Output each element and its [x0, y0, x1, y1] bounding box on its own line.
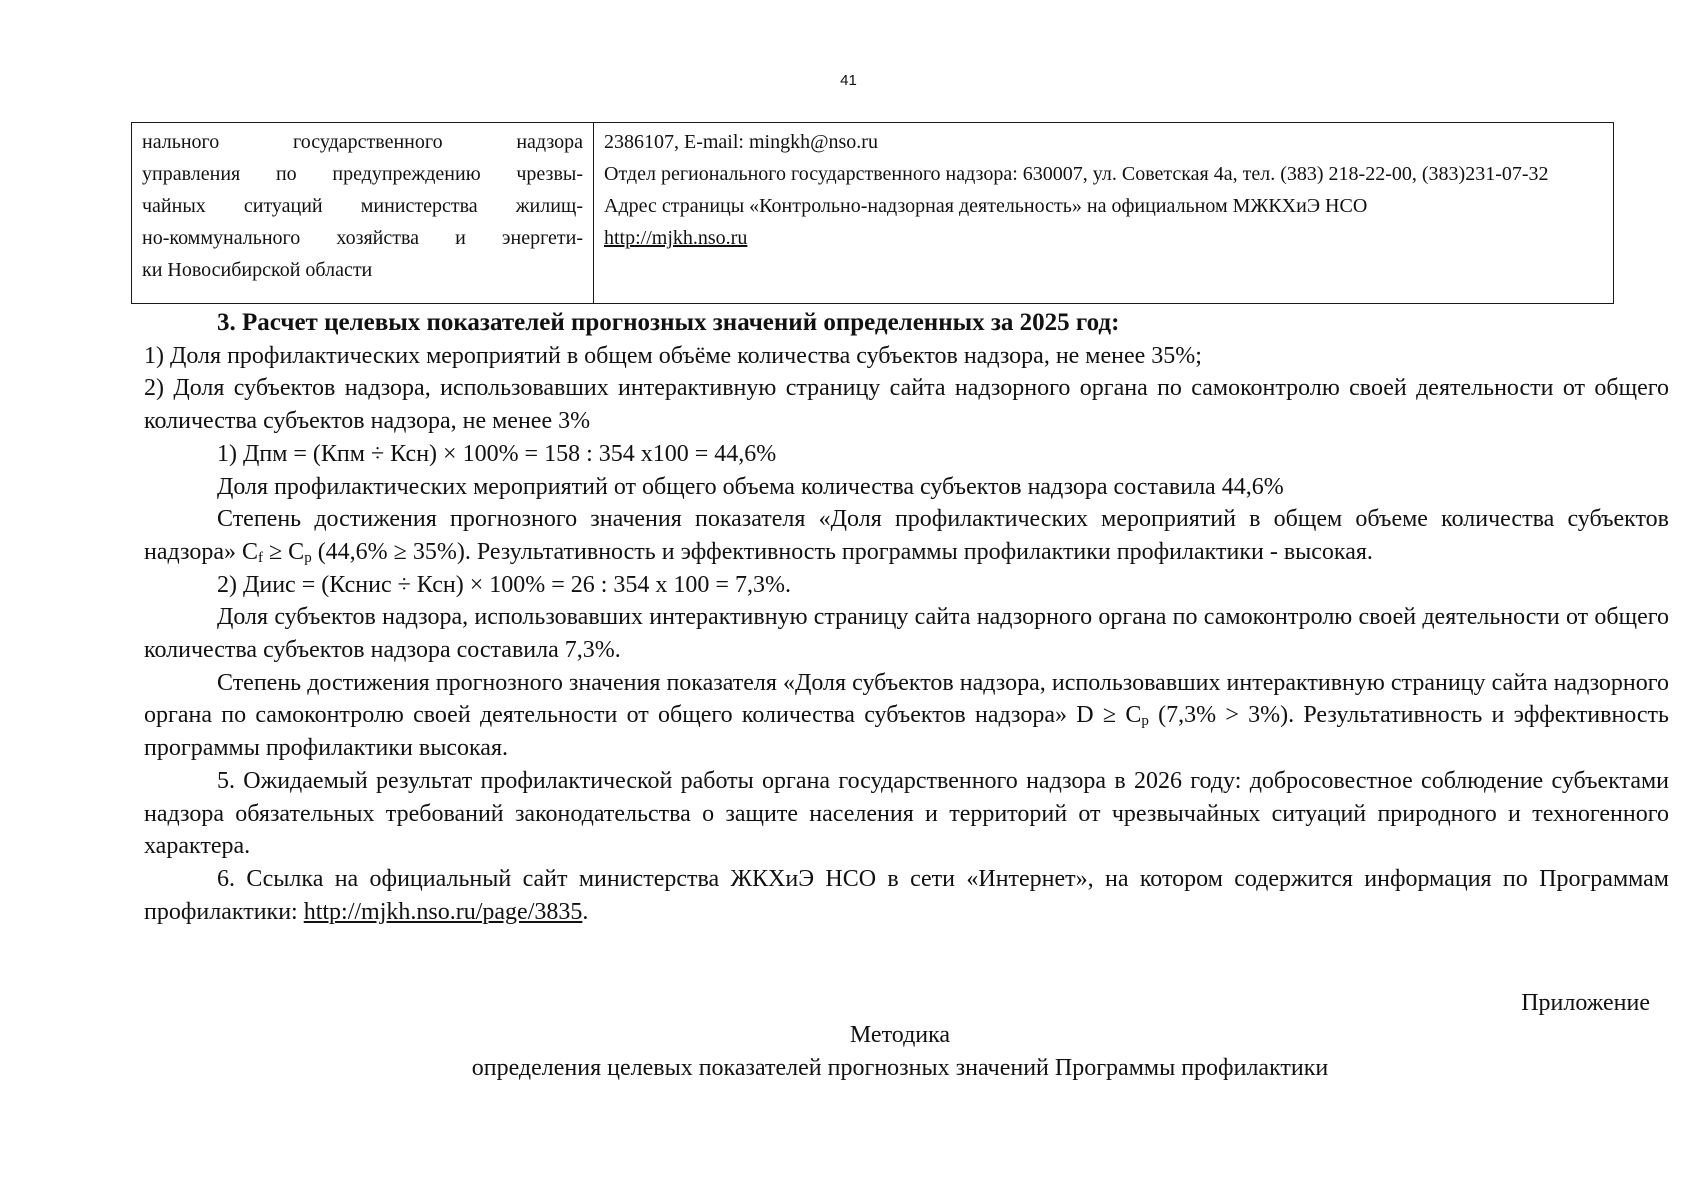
authority-name-line: но-коммунального хозяйства и энергети-: [142, 227, 583, 249]
methodology-title: Методика: [849, 1022, 951, 1048]
degree-1-conclusion: (44,6% ≥ 35%). Результативность и эффективность программы профилактики профилактики - высокая.: [311, 538, 1373, 565]
authority-name-line: чайных ситуаций министерства жилищ-: [142, 195, 583, 217]
formula-1: 1) Дпм = (Кпм ÷ Ксн) × 100% = 158 : 354 х100 = 44,6%: [217, 440, 777, 467]
page-number: 41: [840, 72, 857, 89]
result-1: Доля профилактических мероприятий от общего объема количества субъектов надзора составила 44,6%: [217, 473, 1284, 500]
page-address-label: Адрес страницы «Контрольно-надзорная деятельность» на официальном МЖКХиЭ НСО: [604, 195, 1368, 217]
degree-2-subscript-p: p: [1141, 713, 1149, 730]
programs-page-link[interactable]: http://mjkh.nso.ru/page/3835: [303, 898, 583, 925]
methodology-subtitle: определения целевых показателей прогнозных значений Программы профилактики: [471, 1055, 1329, 1081]
result-2: Доля субъектов надзора, использовавших интерактивную страницу сайта надзорного органа по самоконтролю своей деятельности от общего количества субъектов надзора составила 7,3%.: [144, 604, 1669, 664]
degree-1-subscript-f: f: [258, 549, 263, 566]
degree-2-text: Степень достижения прогнозного значения показателя «Доля субъектов надзора, использовавших интерактивную страницу сайта надзорного органа по самоконтролю своей деятельности от общего количества субъектов надзора» D ≥ C: [144, 669, 1669, 729]
authority-name-line: ки Новосибирской области: [142, 259, 373, 281]
degree-1-text: Степень достижения прогнозного значения показателя «Доля профилактических мероприятий в общем объеме количества субъектов надзора» C: [144, 506, 1669, 565]
authority-name-cell: [132, 123, 594, 303]
contact-table: [131, 122, 1614, 304]
authority-name-line: нального государственного надзора: [142, 131, 583, 153]
degree-1-compare: ≥ C: [263, 538, 305, 565]
degree-2-conclusion: (7,3% > 3%). Результативность и эффективность программы профилактики высокая.: [144, 702, 1669, 762]
item-6-period: .: [582, 898, 589, 925]
degree-1-subscript-p: p: [304, 549, 312, 566]
mjkh-site-link[interactable]: http://mjkh.nso.ru: [604, 227, 748, 249]
indicator-item-2: 2) Доля субъектов надзора, использовавших интерактивную страницу сайта надзорного органа по самоконтролю своей деятельности от общего количества субъектов надзора, не менее 3%: [144, 375, 1669, 435]
contact-info-cell: [594, 123, 1613, 303]
website-link-item-6: [144, 863, 1669, 928]
formula-2: 2) Диис = (Кснис ÷ Ксн) × 100% = 26 : 354 х 100 = 7,3%.: [217, 571, 791, 598]
authority-name-line: управления по предупреждению чрезвы-: [142, 163, 583, 185]
degree-assessment-1: [144, 503, 1669, 568]
item-6-text: 6. Ссылка на официальный сайт министерства ЖКХиЭ НСО в сети «Интернет», на котором содержится информация по Программам профилактики:: [144, 865, 1669, 925]
department-address: Отдел регионального государственного надзора: 630007, ул. Советская 4а, тел. (383) 218-22-00, (383)231-07-32: [604, 163, 1549, 185]
degree-assessment-2: [144, 667, 1669, 765]
expected-result-item-5: 5. Ожидаемый результат профилактической работы органа государственного надзора в 2026 году: добросовестное соблюдение субъектами надзора обязательных требований законодательства о защите населения и территорий от чрезвычайных ситуаций природного и техногенного характера.: [144, 767, 1669, 860]
indicator-item-1: 1) Доля профилактических мероприятий в общем объёме количества субъектов надзора, не менее 35%;: [144, 342, 1202, 369]
section-3-heading: 3. Расчет целевых показателей прогнозных значений определенных за 2025 год:: [217, 309, 1120, 336]
section-3-body: [144, 307, 1669, 928]
phone-email-line: 2386107, E-mail: mingkh@nso.ru: [604, 131, 878, 153]
appendix-label: Приложение: [1521, 990, 1650, 1016]
